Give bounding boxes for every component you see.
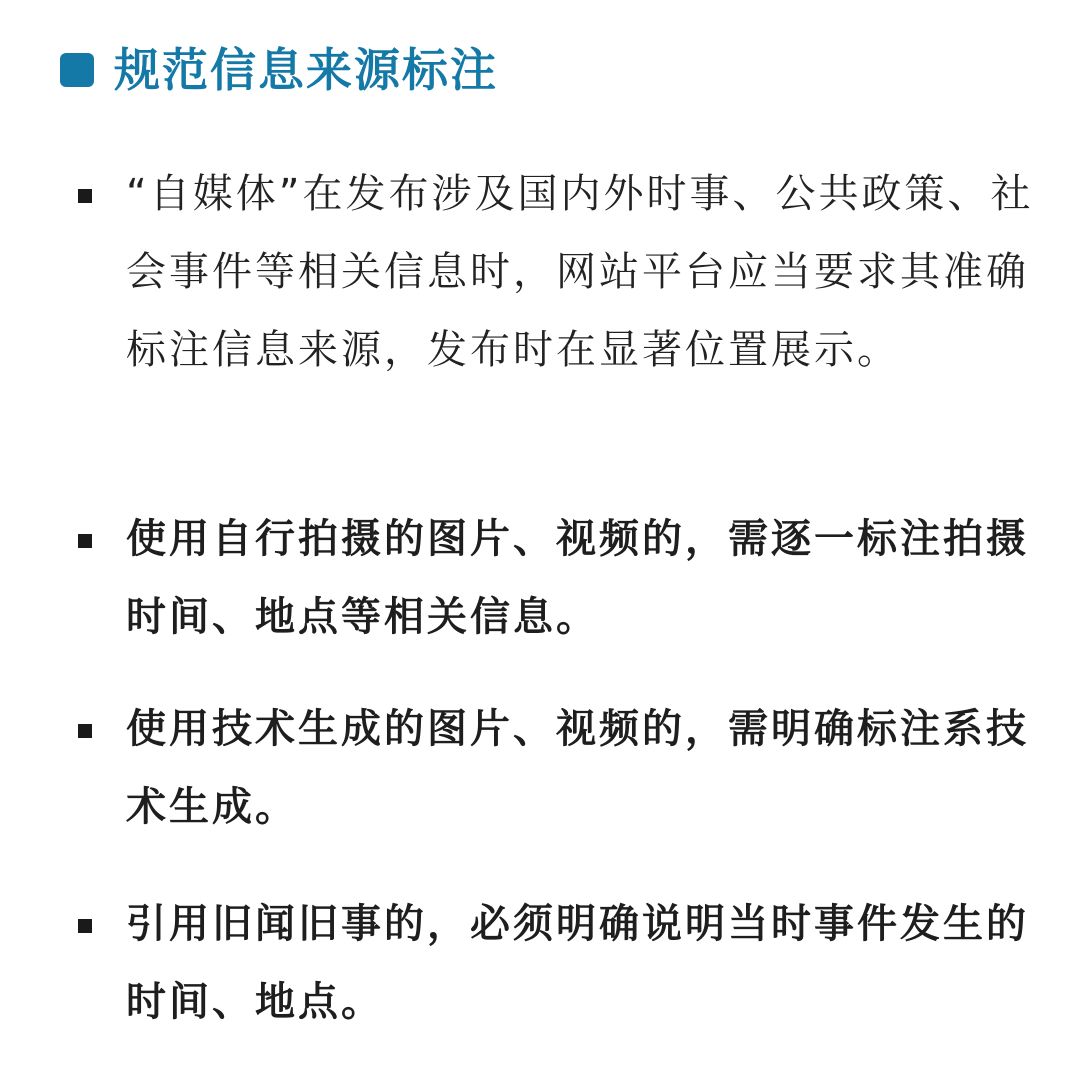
list-item	[60, 690, 1040, 850]
list-item-text: 使用自行拍摄的图片、视频的，需逐一标注拍摄时间、地点等相关信息。	[126, 516, 1029, 640]
list-item	[60, 155, 1040, 475]
list-item	[60, 885, 1040, 1045]
square-bullet-icon	[78, 919, 92, 933]
list-item	[60, 500, 1040, 660]
list-item-text: 引用旧闻旧事的，必须明确说明当时事件发生的时间、地点。	[126, 901, 1029, 1025]
list-item-text: “自媒体”在发布涉及国内外时事、公共政策、社会事件等相关信息时，网站平台应当要求其准确标注信息来源，发布时在显著位置展示。	[126, 171, 1034, 373]
square-bullet-icon	[78, 189, 92, 203]
square-marker-icon	[60, 53, 94, 87]
square-bullet-icon	[78, 534, 92, 548]
section-header	[60, 40, 498, 100]
section-title: 规范信息来源标注	[114, 43, 498, 97]
square-bullet-icon	[78, 724, 92, 738]
list-item-text: 使用技术生成的图片、视频的，需明确标注系技术生成。	[126, 706, 1029, 830]
